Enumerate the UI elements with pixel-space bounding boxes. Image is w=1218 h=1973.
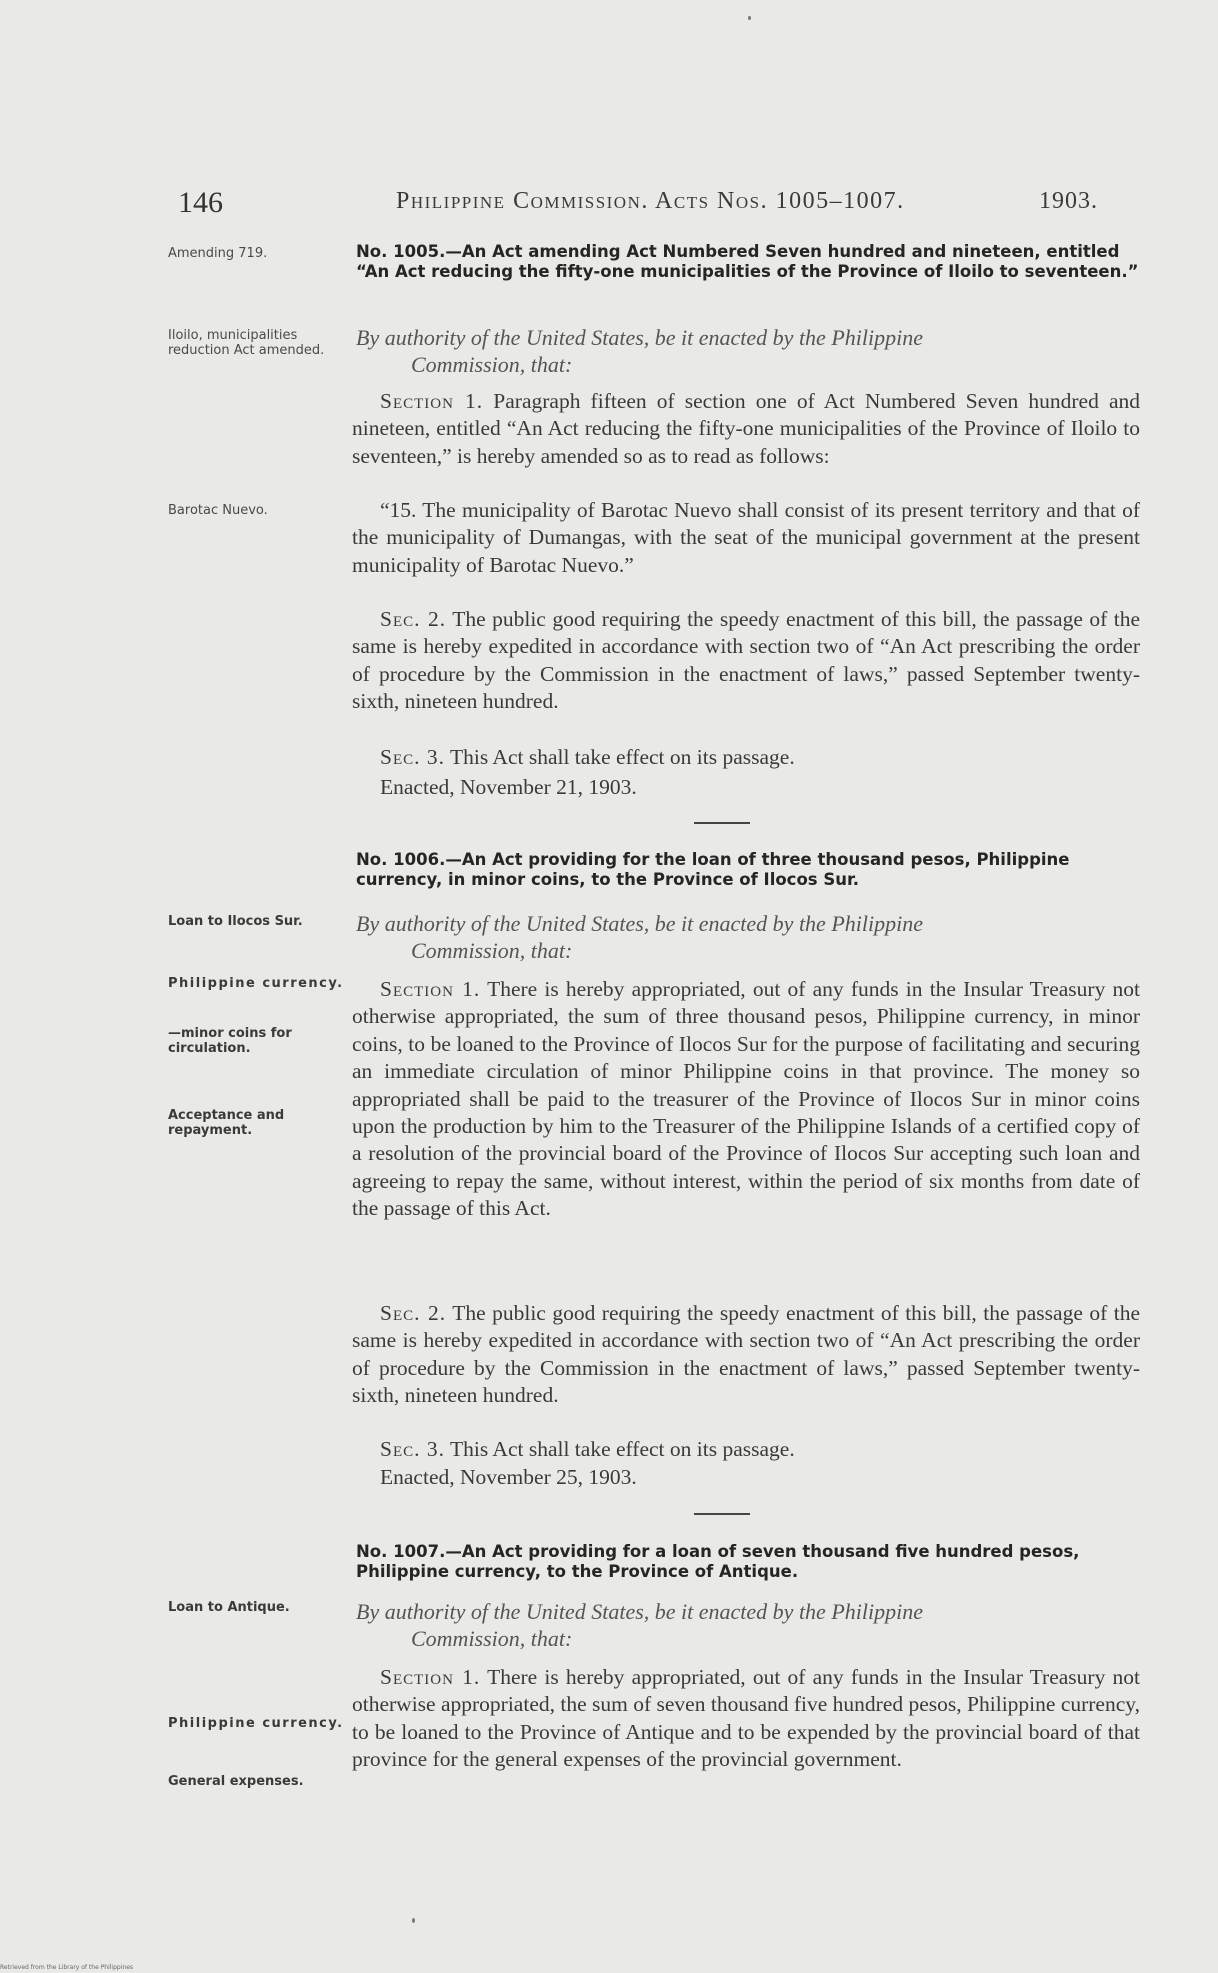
page-number: 146 <box>178 186 223 219</box>
margin-note-amending: Amending 719. <box>168 246 268 261</box>
act-1006-section-2 <box>352 1300 1140 1410</box>
act-1007-enacting-clause <box>356 1598 1141 1652</box>
enacting-line-1: By authority of the United States, be it enacted by the Philippine <box>356 325 923 350</box>
section-text: The public good requiring the speedy enactment of this bill, the passage of the same is hereby expedited in accordance with section two of “An Act prescribing the order of procedure by the Commission in the enactment of laws,” passed September twenty-sixth, nineteen hundred. <box>352 1301 1140 1408</box>
section-heading: Section 1. <box>380 1665 481 1689</box>
section-divider <box>694 1513 750 1515</box>
enacting-line-2: Commission, that: <box>411 352 573 377</box>
enacting-line-1: By authority of the United States, be it enacted by the Philippine <box>356 911 923 936</box>
footer-watermark: Retrieved from the Library of the Philippines <box>0 1964 134 1971</box>
act-1006-section-1 <box>352 976 1140 1223</box>
section-text: This Act shall take effect on its passage. <box>450 745 795 769</box>
section-divider <box>694 822 750 824</box>
margin-note-loan-ilocos: Loan to Ilocos Sur. <box>168 914 303 929</box>
act-1005-enacting-clause <box>356 324 1141 378</box>
margin-note-iloilo: Iloilo, municipalities reduction Act amended. <box>168 328 325 358</box>
act-1005-section-2 <box>352 606 1140 716</box>
act-1005-section-3 <box>352 744 1140 771</box>
margin-note-currency: Philippine currency. <box>168 976 344 991</box>
margin-note-barotac: Barotac Nuevo. <box>168 503 268 518</box>
act-1005-section-1 <box>352 388 1140 470</box>
enacting-line-2: Commission, that: <box>411 938 573 963</box>
section-heading: Sec. 2. <box>380 607 447 631</box>
margin-note-acceptance: Acceptance and repayment. <box>168 1108 285 1138</box>
section-text: There is hereby appropriated, out of any funds in the Insular Treasury not otherwise appropriated, the sum of three thousand pesos, Philippine currency, in minor coins, to be loaned to the Province of Ilocos Sur for the purpose of facilitating and securing an immediate circulation of minor Philippine coins in that province. The money so appropriated shall be paid to the treasurer of the Province of Ilocos Sur in minor coins upon the production by him to the Treasurer of the Philippine Islands of a certified copy of a resolution of the provincial board of the Province of Ilocos Sur accepting such loan and agreeing to repay the same, without interest, within the period of six months from date of the passage of this Act. <box>352 977 1140 1221</box>
margin-note-minor-coins: —minor coins for circulation. <box>168 1026 292 1056</box>
section-heading: Section 1. <box>380 977 481 1001</box>
header-year: 1903. <box>1039 188 1098 214</box>
section-text: The public good requiring the speedy enactment of this bill, the passage of the same is hereby expedited in accordance with section two of “An Act prescribing the order of procedure by the Commission in the enactment of laws,” passed September twenty-sixth, nineteen hundred. <box>352 607 1140 714</box>
section-heading: Sec. 2. <box>380 1301 447 1325</box>
act-1007-section-1 <box>352 1664 1140 1774</box>
act-1006-enacted-date: Enacted, November 25, 1903. <box>380 1465 637 1489</box>
scan-speck <box>748 16 751 20</box>
running-head: Philippine Commission. Acts Nos. 1005–1007. <box>396 188 905 214</box>
section-text: This Act shall take effect on its passage. <box>450 1437 795 1461</box>
act-1005-title: No. 1005.—An Act amending Act Numbered Seven hundred and nineteen, entitled “An Act reducing the fifty-one municipalities of the Province of Iloilo to seventeen.” <box>356 242 1139 281</box>
act-1005-enacted-date: Enacted, November 21, 1903. <box>380 775 637 799</box>
section-heading: Section 1. <box>380 389 484 413</box>
act-1006-title: No. 1006.—An Act providing for the loan of three thousand pesos, Philippine currency, in minor coins, to the Province of Ilocos Sur. <box>356 850 1070 889</box>
act-1006-section-3 <box>352 1436 1140 1463</box>
act-1006-enacting-clause <box>356 910 1141 964</box>
section-heading: Sec. 3. <box>380 1437 445 1461</box>
enacting-line-1: By authority of the United States, be it enacted by the Philippine <box>356 1599 923 1624</box>
act-1007-title: No. 1007.—An Act providing for a loan of seven thousand five hundred pesos, Philippine currency, to the Province of Antique. <box>356 1542 1080 1581</box>
margin-note-general-expenses: General expenses. <box>168 1774 304 1789</box>
scan-speck <box>412 1918 415 1923</box>
section-heading: Sec. 3. <box>380 745 445 769</box>
enacting-line-2: Commission, that: <box>411 1626 573 1651</box>
section-text: There is hereby appropriated, out of any funds in the Insular Treasury not otherwise appropriated, the sum of seven thousand five hundred pesos, Philippine currency, to be loaned to the Province of Antique and to be expended by the provincial board of that province for the general expenses of the provincial government. <box>352 1665 1140 1772</box>
act-1005-quoted-paragraph: “15. The municipality of Barotac Nuevo shall consist of its present territory and that of the municipality of Dumangas, with the seat of the municipal government at the present municipality of Barotac Nuevo.” <box>352 498 1140 577</box>
page-header <box>178 186 1098 220</box>
section-text: Paragraph fifteen of section one of Act Numbered Seven hundred and nineteen, entitled “An Act reducing the fifty-one municipalities of the Province of Iloilo to seventeen,” is hereby amended so as to read as follows: <box>352 389 1140 468</box>
margin-note-currency: Philippine currency. <box>168 1716 344 1731</box>
margin-note-loan-antique: Loan to Antique. <box>168 1600 290 1615</box>
